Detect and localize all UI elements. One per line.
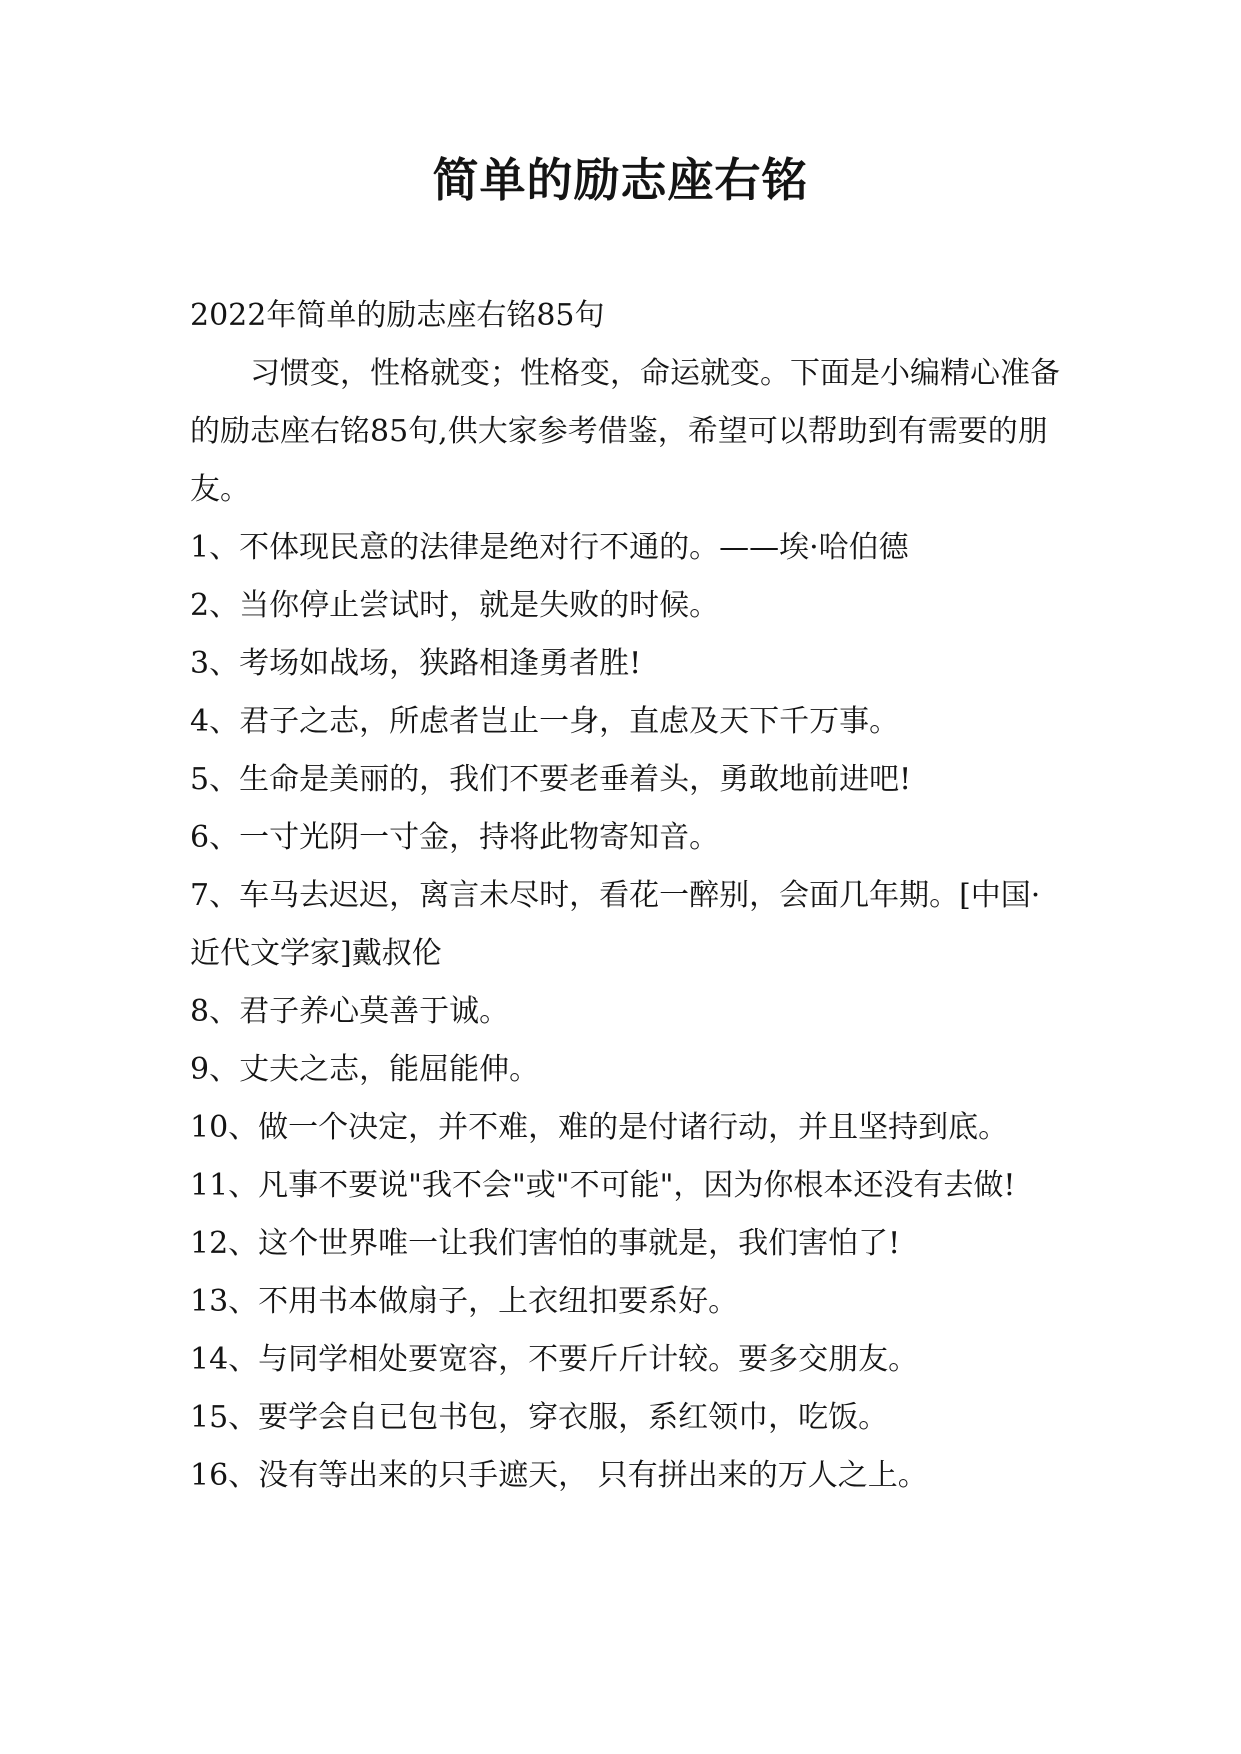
- motto-item: 7、车马去迟迟，离言未尽时，看花一醉别，会面几年期。[中国·近代文学家]戴叔伦: [190, 878, 1041, 971]
- motto-item: 1、不体现民意的法律是绝对行不通的。——埃·哈伯德: [190, 530, 909, 565]
- document-body: [190, 287, 1070, 1505]
- motto-item: 15、要学会自已包书包，穿衣服，系红领巾，吃饭。: [190, 1400, 889, 1435]
- motto-item: 4、君子之志，所虑者岂止一身，直虑及天下千万事。: [190, 704, 900, 739]
- motto-item: 10、做一个决定，并不难，难的是付诸行动，并且坚持到底。: [190, 1110, 1009, 1145]
- motto-item: 12、这个世界唯一让我们害怕的事就是，我们害怕了!: [190, 1226, 901, 1261]
- motto-item: 14、与同学相处要宽容，不要斤斤计较。要多交朋友。: [190, 1342, 919, 1377]
- motto-item: 3、考场如战场，狭路相逢勇者胜!: [190, 646, 642, 681]
- document-subtitle: 2022年简单的励志座右铭85句: [190, 298, 605, 333]
- intro-paragraph: 习惯变，性格就变；性格变，命运就变。下面是小编精心准备的励志座右铭85句,供大家参考借鉴，希望可以帮助到有需要的朋友。: [190, 356, 1060, 507]
- motto-item: 13、不用书本做扇子，上衣纽扣要系好。: [190, 1284, 739, 1319]
- motto-item: 2、当你停止尝试时，就是失败的时候。: [190, 588, 720, 623]
- motto-item: 11、凡事不要说"我不会"或"不可能"，因为你根本还没有去做!: [190, 1168, 1016, 1203]
- motto-item: 16、没有等出来的只手遮天， 只有拼出来的万人之上。: [190, 1458, 928, 1493]
- motto-item: 6、一寸光阴一寸金，持将此物寄知音。: [190, 820, 720, 855]
- motto-item: 5、生命是美丽的，我们不要老垂着头，勇敢地前进吧!: [190, 762, 912, 797]
- motto-item: 8、君子养心莫善于诚。: [190, 994, 510, 1029]
- motto-item: 9、丈夫之志，能屈能伸。: [190, 1052, 540, 1087]
- document-title: 简单的励志座右铭: [432, 153, 809, 207]
